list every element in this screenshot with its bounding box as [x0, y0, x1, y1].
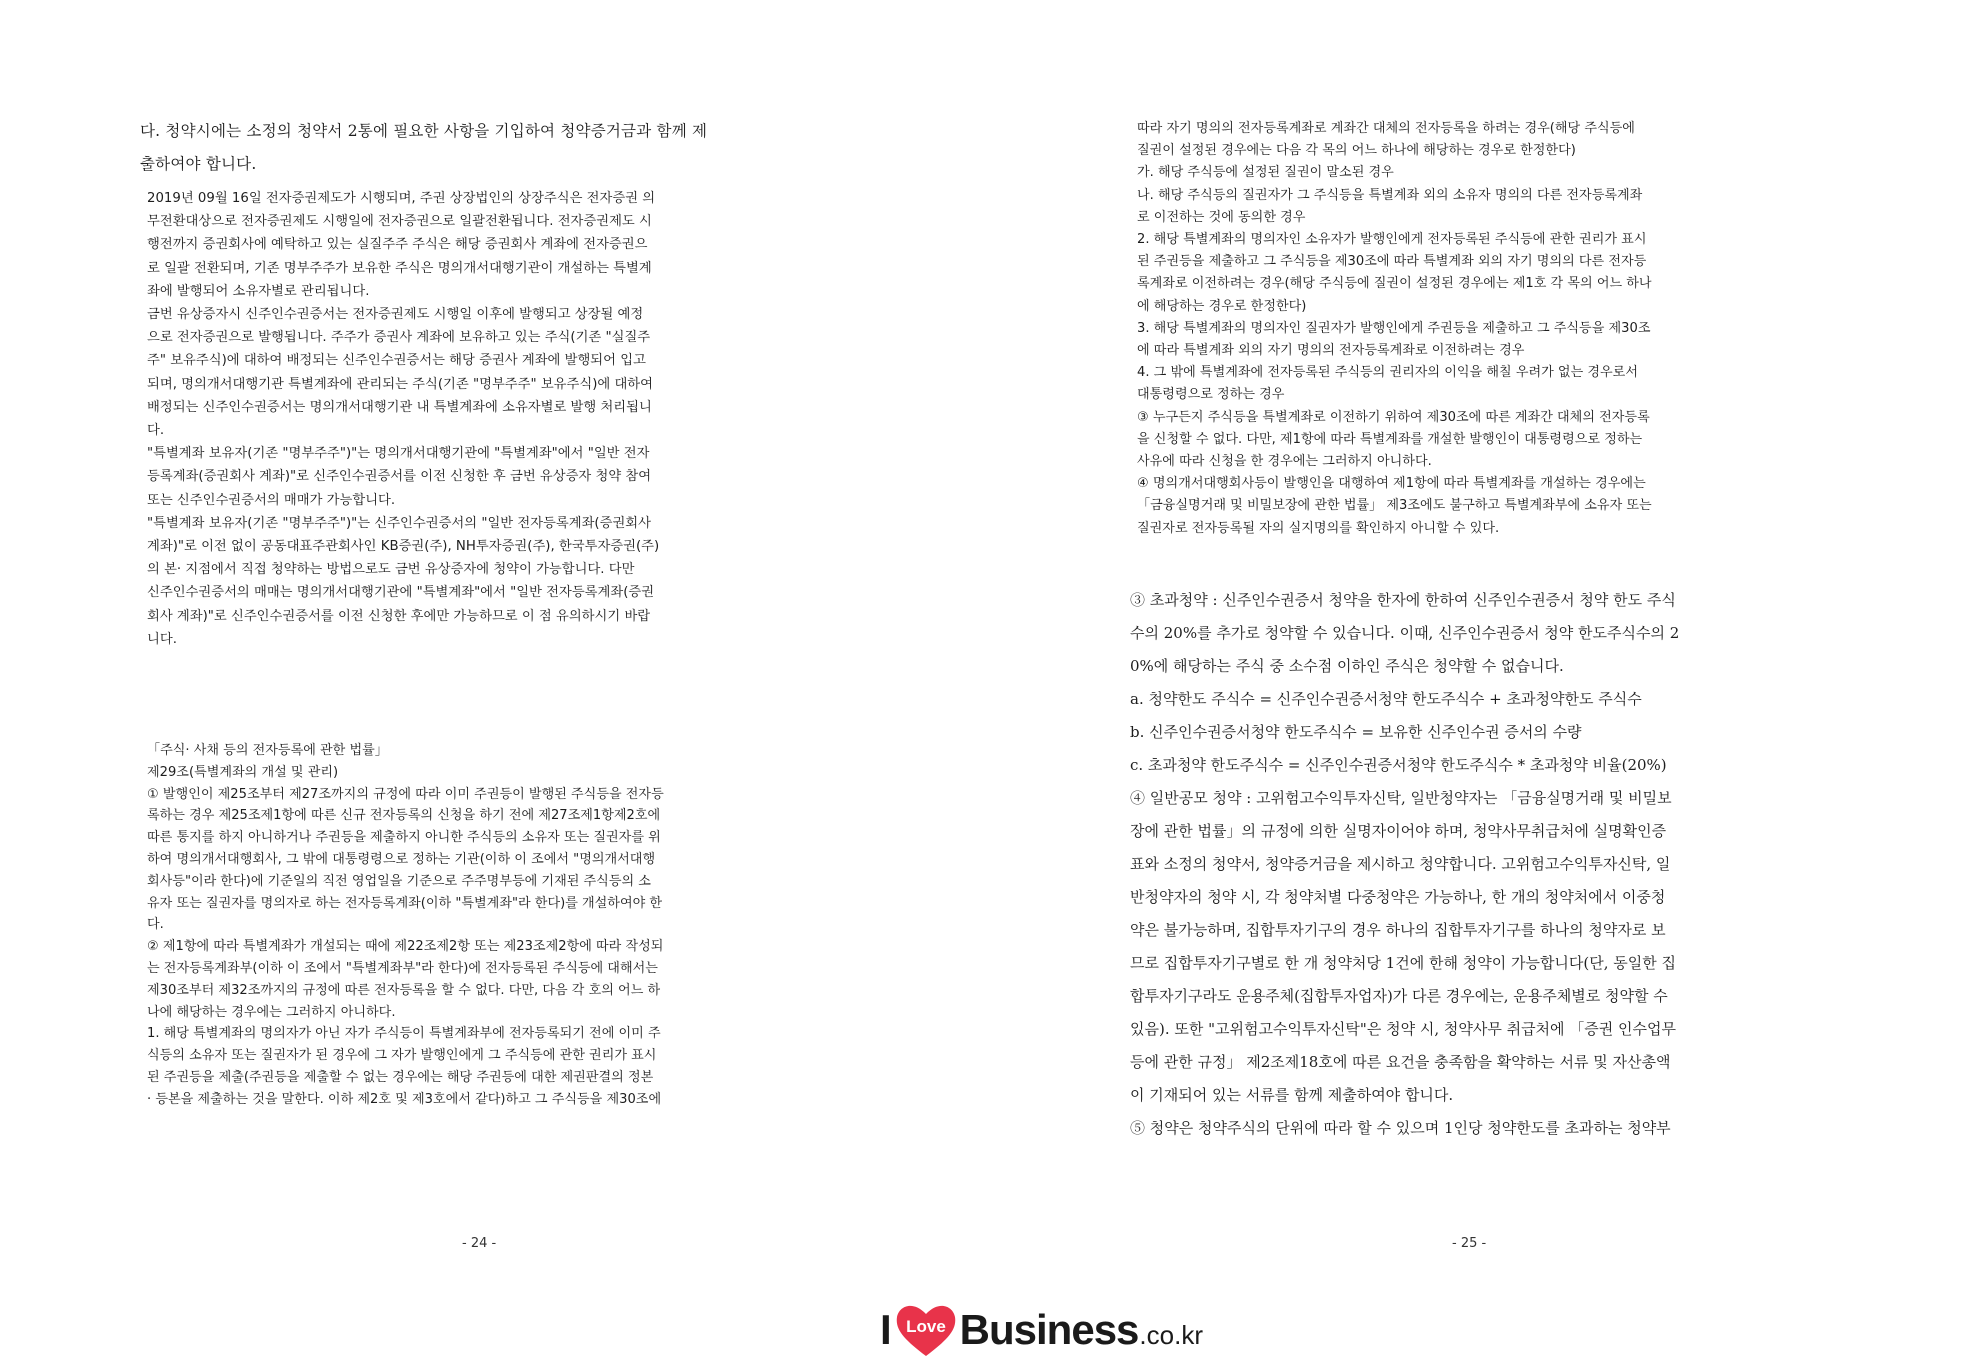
page-number-right: - 25 - [1452, 1236, 1487, 1251]
text-line: 제29조(특별계좌의 개설 및 관리) [147, 764, 339, 780]
text-line: 된 주권등을 제출하고 그 주식등을 제30조에 따라 특별계좌 외의 자기 명의의 다른 전자등 [1137, 254, 1647, 270]
logo-domain: .co.kr [1139, 1319, 1203, 1350]
text-line: 주" 보유주식)에 대하여 배정되는 신주인수권증서는 해당 증권사 계좌에 발행되어 입고 [147, 353, 646, 369]
text-line: 되며, 명의개서대행기관 특별계좌에 관리되는 주식(기존 "명부주주" 보유주식)에 대하여 [147, 376, 653, 392]
text-line: 로 이전하는 것에 동의한 경우 [1137, 209, 1306, 225]
text-line: 등에 관한 규정」 제2조제18호에 따른 요건을 충족함을 확약하는 서류 및 자산총액 [1130, 1053, 1671, 1071]
text-line: 3. 해당 특별계좌의 명의자인 질권자가 발행인에게 주권등을 제출하고 그 주식등을 제30조 [1137, 320, 1651, 336]
text-line: 유자 또는 질권자를 명의자로 하는 전자등록계좌(이하 "특별계좌"라 한다)를 개설하여야 한 [147, 895, 663, 911]
text-line: 무전환대상으로 전자증권제도 시행일에 전자증권으로 일괄전환됩니다. 전자증권제도 시 [147, 214, 652, 230]
text-line: 된 주권등을 제출(주권등을 제출할 수 없는 경우에는 해당 주권등에 대한 제권판결의 정본 [147, 1069, 654, 1085]
right-law-excerpt [1137, 118, 1652, 540]
left-law-excerpt [147, 740, 664, 1111]
text-line: 표와 소정의 청약서, 청약증거금을 제시하고 청약합니다. 고위험고수익투자신탁, 일 [1130, 855, 1671, 873]
text-line: 출하여야 합니다. [140, 155, 257, 173]
text-line: ④ 일반공모 청약 : 고위험고수익투자신탁, 일반청약자는 「금융실명거래 및 비밀보 [1130, 789, 1672, 807]
text-line: 다. [147, 423, 165, 439]
logo-heart-text: Love [905, 1317, 946, 1336]
text-line: 「주식· 사채 등의 전자등록에 관한 법률」 [147, 743, 388, 758]
text-line: "특별계좌 보유자(기존 "명부주주")"는 신주인수권증서의 "일반 전자등록계좌(증권회사 [147, 515, 651, 531]
text-line: 2. 해당 특별계좌의 명의자인 소유자가 발행인에게 전자등록된 주식등에 관한 권리가 표시 [1137, 232, 1647, 248]
text-line: c. 초과청약 한도주식수 = 신주인수권증서청약 한도주식수 * 초과청약 비율(20%) [1130, 756, 1667, 774]
text-line: 의 본· 지점에서 직접 청약하는 방법으로도 금번 유상증자에 청약이 가능합니다. 다만 [147, 562, 635, 578]
text-line: 나. 해당 주식등의 질권자가 그 주식등을 특별계좌 외의 소유자 명의의 다른 전자등록계좌 [1137, 187, 1643, 203]
text-line: 2019년 09월 16일 전자증권제도가 시행되며, 주권 상장법인의 상장주식은 전자증권 의 [147, 191, 656, 206]
text-line: 식등의 소유자 또는 질권자가 된 경우에 그 자가 발행인에게 그 주식등에 관한 권리가 표시 [147, 1048, 657, 1064]
text-line: 으로 전자증권으로 발행됩니다. 주주가 증권사 계좌에 보유하고 있는 주식(기존 "실질주 [147, 330, 651, 346]
text-line: 다. 청약시에는 소정의 청약서 2통에 필요한 사항을 기입하여 청약증거금과 함께 제 [140, 122, 708, 140]
text-line: 이 기재되어 있는 서류를 함께 제출하여야 합니다. [1130, 1086, 1454, 1104]
text-line: 따른 통지를 하지 아니하거나 주권등을 제출하지 아니한 주식등의 소유자 또는 질권자를 위 [147, 830, 661, 846]
text-line: 0%에 해당하는 주식 중 소수점 이하인 주식은 청약할 수 없습니다. [1130, 657, 1564, 675]
text-line: ③ 누구든지 주식등을 특별계좌로 이전하기 위하여 제30조에 따른 계좌간 대체의 전자등록 [1137, 409, 1650, 425]
text-line: 「금융실명거래 및 비밀보장에 관한 법률」 제3조에도 불구하고 특별계좌부에 소유자 또는 [1137, 498, 1652, 514]
text-line: · 등본을 제출하는 것을 말한다. 이하 제2호 및 제3호에서 같다)하고 그 주식등을 제30조에 [147, 1091, 662, 1107]
text-line: 가. 해당 주식등에 설정된 질권이 말소된 경우 [1137, 165, 1394, 181]
text-line: 배정되는 신주인수권증서는 명의개서대행기관 내 특별계좌에 소유자별로 발행 처리됩니 [147, 399, 652, 415]
text-line: 대통령령으로 정하는 경우 [1137, 387, 1285, 403]
text-line: 록하는 경우 제25조제1항에 따른 신규 전자등록의 신청을 하기 전에 제27조제1항제2호에 [147, 808, 661, 824]
text-line: 에 따라 특별계좌 외의 자기 명의의 전자등록계좌로 이전하려는 경우 [1137, 343, 1525, 359]
right-page [990, 0, 1980, 1371]
text-line: 수의 20%를 추가로 청약할 수 있습니다. 이때, 신주인수권증서 청약 한도주식수의 2 [1130, 624, 1680, 642]
text-line: 질권자로 전자등록될 자의 실지명의를 확인하지 아니할 수 있다. [1137, 520, 1500, 536]
heart-icon [895, 1302, 957, 1358]
text-line: 계좌)"로 이전 없이 공동대표주관회사인 KB증권(주), NH투자증권(주), 한국투자증권(주) [147, 539, 660, 555]
text-line: 약은 불가능하며, 집합투자기구의 경우 하나의 집합투자기구를 하나의 청약자로 보 [1130, 921, 1666, 939]
text-line: 을 신청할 수 없다. 다만, 제1항에 따라 특별계좌를 개설한 발행인이 대통령령으로 정하는 [1137, 431, 1643, 447]
text-line: ③ 초과청약 : 신주인수권증서 청약을 한자에 한하여 신주인수권증서 청약 한도 주식 [1130, 591, 1676, 609]
text-line: 신주인수권증서의 매매는 명의개서대행기관에 "특별계좌"에서 "일반 전자등록계좌(증권 [147, 585, 655, 601]
text-line: 나에 해당하는 경우에는 그러하지 아니하다. [147, 1004, 396, 1020]
text-line: 므로 집합투자기구별로 한 개 청약처당 1건에 한해 청약이 가능합니다(단, 동일한 집 [1130, 954, 1677, 972]
text-line: 제30조부터 제32조까지의 규정에 따른 전자등록을 할 수 없다. 다만, 다음 각 호의 어느 하 [147, 982, 661, 998]
text-line: ④ 명의개서대행회사등이 발행인을 대행하여 제1항에 따라 특별계좌를 개설하는 경우에는 [1137, 476, 1646, 492]
text-line: 합투자기구라도 운용주체(집합투자업자)가 다른 경우에는, 운용주체별로 청약할 수 [1130, 987, 1668, 1005]
right-subscription-paragraph [1130, 584, 1679, 1145]
page-number-left: - 24 - [462, 1236, 497, 1251]
text-line: 반청약자의 청약 시, 각 청약처별 다중청약은 가능하나, 한 개의 청약처에서 이중청 [1130, 888, 1666, 906]
text-line: 는 전자등록계좌부(이하 이 조에서 "특별계좌부"라 한다)에 전자등록된 주식등에 대해서는 [147, 960, 658, 976]
text-line: 4. 그 밖에 특별계좌에 전자등록된 주식등의 권리자의 이익을 해칠 우려가 없는 경우로서 [1137, 365, 1638, 381]
text-line: 하여 명의개서대행회사, 그 밖에 대통령령으로 정하는 기관(이하 이 조에서 "명의개서대행 [147, 851, 656, 867]
text-line: 에 해당하는 경우로 한정한다) [1137, 298, 1307, 314]
footer-logo [880, 1300, 1203, 1360]
text-line: 등록계좌(증권회사 계좌)"로 신주인수권증서를 이전 신청한 후 금번 유상증자 청약 참여 [147, 469, 652, 485]
text-line: 좌에 발행되어 소유자별로 관리됩니다. [147, 283, 370, 299]
text-line: 따라 자기 명의의 전자등록계좌로 계좌간 대체의 전자등록을 하려는 경우(해당 주식등에 [1137, 121, 1635, 136]
text-line: ② 제1항에 따라 특별계좌가 개설되는 때에 제22조제2항 또는 제23조제2항에 따라 작성되 [147, 939, 664, 955]
text-line: ⑤ 청약은 청약주식의 단위에 따라 할 수 있으며 1인당 청약한도를 초과하는 청약부 [1130, 1119, 1671, 1137]
logo-prefix: I [880, 1306, 892, 1353]
logo-brand: Business [959, 1306, 1139, 1353]
text-line: 회사 계좌)"로 신주인수권증서를 이전 신청한 후에만 가능하므로 이 점 유의하시기 바랍 [147, 608, 651, 624]
text-line: "특별계좌 보유자(기존 "명부주주")"는 명의개서대행기관에 "특별계좌"에서 "일반 전자 [147, 446, 650, 462]
text-line: 회사등"이라 한다)에 기준일의 직전 영업일을 기준으로 주주명부등에 기재된 주식등의 소 [147, 873, 651, 889]
text-line: 행전까지 증권회사에 예탁하고 있는 실질주주 주식은 해당 증권회사 계좌에 전자증권으 [147, 237, 648, 253]
text-line: 금번 유상증자시 신주인수권증서는 전자증권제도 시행일 이후에 발행되고 상장될 예정 [147, 307, 644, 323]
text-line: ① 발행인이 제25조부터 제27조까지의 규정에 따라 이미 주권등이 발행된 주식등을 전자등 [147, 786, 664, 802]
text-line: 있음). 또한 "고위험고수익투자신탁"은 청약 시, 청약사무 취급처에 「증권 인수업무 [1130, 1020, 1677, 1038]
text-line: 니다. [147, 631, 177, 647]
text-line: 1. 해당 특별계좌의 명의자가 아닌 자가 주식등이 특별계좌부에 전자등록되기 전에 이미 주 [147, 1026, 661, 1042]
text-line: 다. [147, 917, 164, 933]
text-line: 로 일괄 전환되며, 기존 명부주주가 보유한 주식은 명의개서대행기관이 개설하는 특별계 [147, 260, 652, 276]
text-line: b. 신주인수권증서청약 한도주식수 = 보유한 신주인수권 증서의 수량 [1130, 723, 1582, 741]
text-line: 록계좌로 이전하려는 경우(해당 주식등에 질권이 설정된 경우에는 제1호 각 목의 어느 하나 [1137, 276, 1652, 292]
text-line: 질권이 설정된 경우에는 다음 각 목의 어느 하나에 해당하는 경우로 한정한다) [1137, 143, 1576, 159]
text-line: 또는 신주인수권증서의 매매가 가능합니다. [147, 492, 396, 508]
text-line: 장에 관한 법률」의 규정에 의한 실명자이어야 하며, 청약사무취급처에 실명확인증 [1130, 822, 1667, 840]
text-line: a. 청약한도 주식수 = 신주인수권증서청약 한도주식수 + 초과청약한도 주식수 [1130, 690, 1642, 708]
left-notice-paragraph [147, 187, 659, 651]
text-line: 사유에 따라 신청을 한 경우에는 그러하지 아니하다. [1137, 454, 1432, 470]
left-intro-paragraph [140, 115, 707, 181]
